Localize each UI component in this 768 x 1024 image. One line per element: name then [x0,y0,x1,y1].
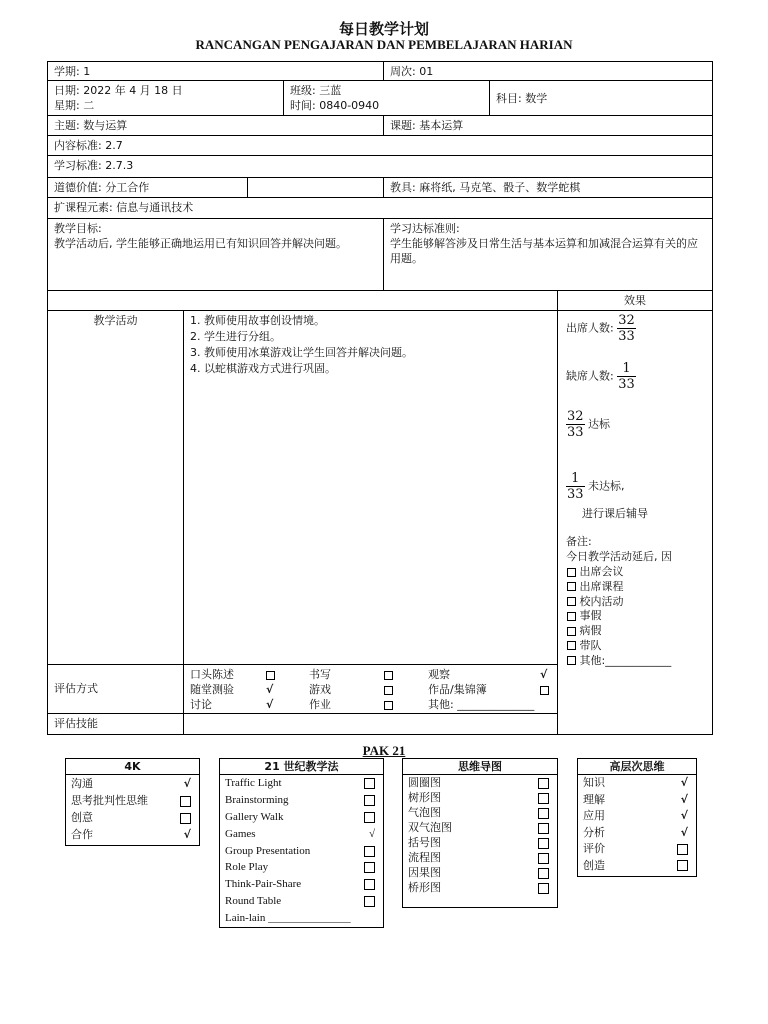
date-cell [47,80,284,116]
checklist-row[interactable] [403,880,557,895]
table-4k-header: 4K [66,759,199,775]
checkbox-icon[interactable] [538,835,549,850]
checklist-row[interactable] [220,876,383,893]
blank-cell [247,177,384,198]
table-hots [577,758,697,877]
checklist-label: 沟通 [71,777,93,790]
checkmark-icon[interactable]: √ [368,827,375,840]
reason-item[interactable]: 出席会议 [567,565,671,580]
note-label: 备注: [566,535,592,548]
teaching-aids-cell: 教具: 麻将纸, 马克笔、骰子、数学蛇棋 [383,177,713,198]
checklist-row[interactable] [403,790,557,805]
checklist-label: Think-Pair-Share [225,878,302,891]
checklist-label: 合作 [71,828,93,841]
checklist-row[interactable] [403,865,557,880]
reason-item[interactable]: 出席课程 [567,580,671,595]
class-cell [283,80,490,116]
checkbox-icon[interactable] [567,641,576,650]
checklist-label: 应用 [583,809,605,822]
absent-label: 缺席人数: [566,369,614,383]
reason-item[interactable]: 其他:____________ [567,654,671,669]
checklist-label: 流程图 [408,851,441,864]
activity-label-cell: 教学活动 [47,310,184,665]
checklist-row[interactable] [66,792,199,809]
checkmark-icon[interactable]: √ [680,792,688,806]
moral-value-cell: 道德价值: 分工合作 [47,177,248,198]
checklist-label: 创意 [71,811,93,824]
term-cell: 学期: 1 [47,61,384,81]
table-21-methods [219,758,384,928]
assessment-option: 讨论 [190,698,212,711]
checkbox-icon[interactable] [364,775,375,792]
class-text: 班级: 三蓝 [290,84,342,97]
objective-text: 教学活动后, 学生能够正确地运用已有知识回答并解决问题。 [54,237,347,250]
checklist-row[interactable] [403,820,557,835]
checkmark-icon[interactable]: √ [680,809,688,822]
checkmark-icon[interactable]: √ [680,776,688,789]
note-text: 今日教学活动延后, 因 [566,550,672,563]
checkbox-icon[interactable] [364,809,375,826]
checkbox-icon[interactable] [364,792,375,809]
checklist-label: 双气泡图 [408,821,452,834]
checklist-label: 树形图 [408,791,441,804]
table-hots-header: 高层次思维 [578,759,696,775]
checkbox-icon[interactable] [567,627,576,636]
assessment-option: 随堂测验 [190,683,234,696]
objective-label: 教学目标: [54,222,102,235]
checkbox-icon[interactable] [384,682,393,697]
pass-label: 达标 [588,417,611,431]
checkbox-icon[interactable] [677,858,688,875]
checkbox-icon[interactable] [567,612,576,621]
effect-cell [557,310,713,735]
table-thinking-maps [402,758,558,908]
checkbox-icon[interactable] [567,568,576,577]
checklist-row[interactable] [578,775,696,792]
checklist-row[interactable] [578,808,696,825]
cross-curricular-cell: 扩课程元素: 信息与通讯技术 [47,197,713,219]
checklist-label: 创造 [583,858,605,872]
checklist-label: Gallery Walk [225,810,284,823]
checklist-label: Round Table [225,895,282,908]
present-fraction: $\frac{32}{33}$ [618,313,635,344]
checklist-label: Games [225,827,256,840]
checklist-row[interactable] [220,843,383,860]
page-subtitle: RANCANGAN PENGAJARAN DAN PEMBELAJARAN HARIAN [195,37,573,52]
assessment-option: 其他: ______________ [428,698,535,711]
checkbox-icon[interactable] [538,820,549,835]
assessment-options-cell [183,664,558,714]
criteria-text: 学生能够解答涉及日常生活与基本运算和加减混合运算有关的应用题。 [390,237,698,265]
checkbox-icon[interactable] [538,880,549,895]
content-standard-cell: 内容标准: 2.7 [47,135,713,156]
checklist-label: 括号图 [408,836,441,849]
objective-cell [47,218,384,291]
checklist-label: Role Play [225,861,269,874]
assessment-option: 书写 [309,668,331,681]
checklist-label: 思考批判性思维 [71,794,148,807]
checkbox-icon[interactable] [538,775,549,790]
checkbox-icon[interactable] [538,850,549,865]
criteria-cell [383,218,713,291]
criteria-label: 学习达标准则: [390,222,460,235]
checkbox-icon[interactable] [364,876,375,893]
checklist-row[interactable] [578,858,696,875]
pass-fraction: $\frac{32}{33}$ [567,409,584,440]
assessment-skill-value [183,713,558,735]
checklist-row[interactable] [220,809,383,826]
checkbox-icon[interactable] [538,865,549,880]
reason-item[interactable]: 带队 [567,639,671,654]
activity-list-cell [183,310,558,665]
checkbox-icon[interactable] [364,843,375,860]
reason-item[interactable]: 校内活动 [567,595,671,610]
checklist-label: 圆圈图 [408,776,441,789]
checklist-row[interactable] [220,826,383,843]
activity-item: 1. 教师使用故事创设情境。 [190,314,325,327]
checkmark-icon[interactable]: √ [266,698,274,711]
checklist-label: Brainstorming [225,793,289,806]
checkmark-icon[interactable]: √ [183,777,191,790]
checklist-row[interactable] [403,805,557,820]
checklist-row[interactable] [578,841,696,858]
present-label: 出席人数: [566,321,614,335]
checkbox-icon[interactable] [266,667,275,682]
assessment-option: 游戏 [309,683,331,696]
theme-cell: 主题: 数与运算 [47,115,384,136]
activity-item: 3. 教师使用冰菓游戏让学生回答并解决问题。 [190,346,413,359]
checkmark-icon[interactable]: √ [540,668,548,681]
checklist-label: 理解 [583,792,605,806]
checkbox-icon[interactable] [567,582,576,591]
checklist-row[interactable] [578,825,696,842]
time-text: 时间: 0840-0940 [290,99,380,112]
checklist-row[interactable] [220,893,383,910]
checkbox-icon[interactable] [384,697,393,712]
date-text: 日期: 2022 年 4 月 18 日 [54,84,183,97]
checkbox-icon[interactable] [567,656,576,665]
checklist-row[interactable] [66,826,199,843]
checklist-label: 桥形图 [408,881,441,894]
remedial-text: 进行课后辅导 [582,507,648,520]
reason-item[interactable]: 病假 [567,624,671,639]
page-title: 每日教学计划 [338,20,429,38]
assessment-option: 观察 [428,668,450,681]
subject-cell: 科目: 数学 [489,80,713,116]
checkmark-icon[interactable]: √ [266,683,274,696]
checkbox-icon[interactable] [384,667,393,682]
absent-fraction: $\frac{1}{33}$ [618,361,635,392]
activity-item: 2. 学生进行分组。 [190,330,281,343]
checklist-label: Group Presentation [225,844,311,857]
checkbox-icon[interactable] [567,597,576,606]
checkbox-icon[interactable] [677,841,688,858]
checklist-label: Traffic Light [225,777,282,789]
table-thinking-maps-header: 思维导图 [403,759,557,775]
effect-header: 效果 [557,290,713,311]
checkmark-icon[interactable]: √ [680,825,688,839]
checklist-row[interactable] [403,835,557,850]
checkbox-icon[interactable] [180,809,191,826]
checkmark-icon[interactable]: √ [183,828,191,841]
activity-item: 4. 以蛇棋游戏方式进行巩固。 [190,362,336,375]
assessment-skill-label: 评估技能 [47,713,184,735]
reason-list [567,565,671,669]
table-4k [65,758,200,846]
checklist-label: 气泡图 [408,806,441,819]
checklist-label: 知识 [583,776,605,789]
checklist-row[interactable] [578,792,696,809]
checkbox-icon[interactable] [540,682,549,697]
assessment-option: 作业 [309,698,331,711]
day-text: 星期: 二 [54,99,95,112]
checklist-row[interactable] [403,775,557,790]
reason-item[interactable]: 事假 [567,609,671,624]
assessment-option: 口头陈述 [190,668,234,681]
checklist-label: 评价 [583,842,605,855]
pak21-title: PAK 21 [362,743,406,758]
checkbox-icon[interactable] [364,859,375,876]
assessment-label-cell: 评估方式 [47,664,184,714]
learning-standard-cell: 学习标准: 2.7.3 [47,155,713,178]
checklist-row[interactable] [220,775,383,792]
checkbox-icon[interactable] [538,790,549,805]
activity-header-blank [47,290,558,311]
checkbox-icon[interactable] [538,805,549,820]
assessment-option: 作品/集锦簿 [428,683,487,696]
checklist-label: 分析 [583,825,605,839]
week-cell: 周次: 01 [383,61,713,81]
checklist-row[interactable] [66,775,199,792]
checklist-row[interactable] [66,809,199,826]
checkbox-icon[interactable] [180,792,191,809]
checklist-row[interactable] [220,859,383,876]
checklist-row[interactable] [220,910,383,927]
checklist-row[interactable] [220,792,383,809]
checkbox-icon[interactable] [364,893,375,910]
checklist-row[interactable] [403,850,557,865]
fail-fraction: $\frac{1}{33}$ [567,471,584,502]
table-21-header: 21 世纪教学法 [220,759,383,775]
checklist-label: 因果图 [408,866,441,879]
fail-label: 未达标, [588,479,625,493]
checklist-label: Lain-lain _______________ [225,912,351,925]
topic-cell: 课题: 基本运算 [383,115,713,136]
